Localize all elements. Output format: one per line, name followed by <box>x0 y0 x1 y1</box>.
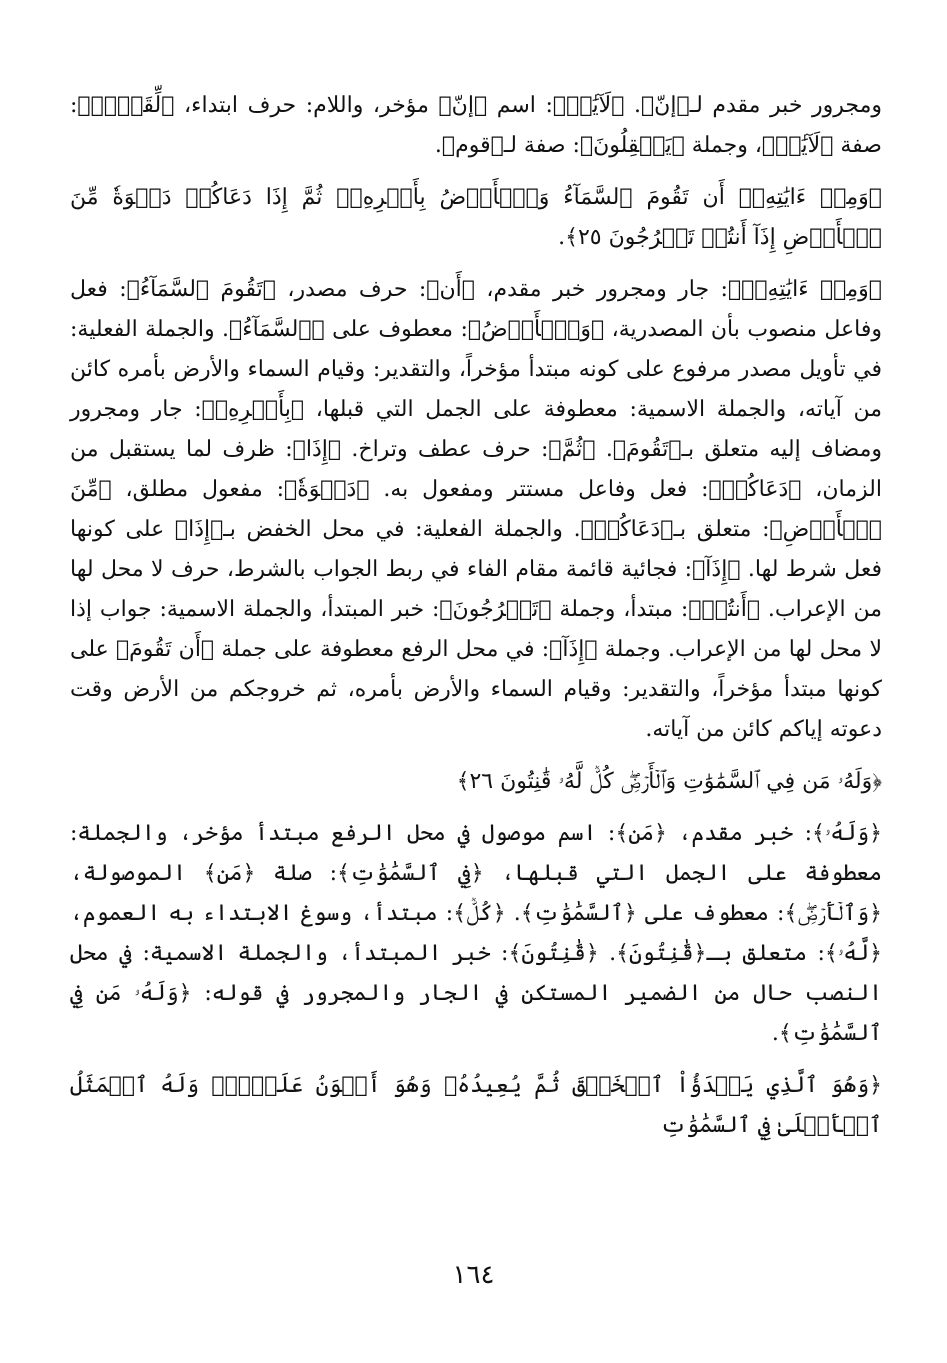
page-number: ١٦٤ <box>452 1260 495 1290</box>
paragraph-analysis-1: ومجرور خبر مقدم لـ﴿إنّ﴾. ﴿لَآيَٰتٖ﴾: اسم ﴿إنّ﴾ مؤخر، واللام: حرف ابتداء، ﴿لِّقَوۡمٖ﴾: صفة ﴿لَآيَٰتٖ﴾، وجملة ﴿يَعۡقِلُونَ﴾: صفة لـ﴿قوم﴾. <box>70 93 882 158</box>
quran-verse-25: ﴿وَمِنۡ ءَايَٰتِهِۦٓ أَن تَقُومَ ٱلسَّمَآءُ وَٱلۡأَرۡضُ بِأَمۡرِهِۦۚ ثُمَّ إِذَا دَعَاكُمۡ دَعۡوَةٗ مِّنَ ٱلۡأَرۡضِ إِذَآ أَنتُمۡ تَخۡرُجُونَ ٢٥﴾. <box>70 185 882 250</box>
page-body <box>70 86 882 1158</box>
paragraph-analysis-2: ﴿وَمِنۡ ءَايَٰتِهِۦٓ﴾: جار ومجرور خبر مقدم، ﴿أَن﴾: حرف مصدر، ﴿تَقُومَ ٱلسَّمَآءُ﴾: فعل وفاعل منصوب بأن المصدرية، ﴿وَٱلۡأَرۡضُ﴾: معطوف على ﴿ٱلسَّمَآءُ﴾. والجملة الفعلية: في تأويل مصدر مرفوع على كونه مبتدأ مؤخراً، والتقدير: وقيام السماء والأرض بأمره كائن من آياته، والجملة الاسمية: معطوفة على الجمل التي قبلها، ﴿بِأَمۡرِهِۦ﴾: جار ومجرور ومضاف إليه متعلق بـ﴿تَقُومَ﴾. ﴿ثُمَّ﴾: حرف عطف وتراخ. ﴿إِذَا﴾: ظرف لما يستقبل من الزمان، ﴿دَعَاكُمۡ﴾: فعل وفاعل مستتر ومفعول به. ﴿دَعۡوَةٗ﴾: مفعول مطلق، ﴿مِّنَ ٱلۡأَرۡضِ﴾: متعلق بـ﴿دَعَاكُمۡ﴾. والجملة الفعلية: في محل الخفض بـ﴿إِذَا﴾ على كونها فعل شرط لها. ﴿إِذَآ﴾: فجائية قائمة مقام الفاء في ربط الجواب بالشرط، حرف لا محل لها من الإعراب. ﴿أَنتُمۡ﴾: مبتدأ، وجملة ﴿تَخۡرُجُونَ﴾: خبر المبتدأ، والجملة الاسمية: جواب إذا لا محل لها من الإعراب. وجملة ﴿إِذَآ﴾: في محل الرفع معطوفة على جملة ﴿أَن تَقُومَ﴾ على كونها مبتدأ مؤخراً، والتقدير: وقيام السماء والأرض بأمره، ثم خروجكم من الأرض وقت دعوته إياكم كائن من آياته. <box>70 277 882 742</box>
paragraph-analysis-3: ﴿وَلَهُۥ﴾: خبر مقدم، ﴿مَن﴾: اسم موصول في محل الرفع مبتدأ مؤخر، والجملة: معطوفة على الجمل التي قبلها، ﴿فِي ٱلسَّمَٰوَٰتِ﴾: صلة ﴿مَن﴾ الموصولة، ﴿وَٱلۡأَرۡضِۖ﴾: معطوف على ﴿ٱلسَّمَٰوَٰتِ﴾. ﴿كُلّٞ﴾: مبتدأ، وسوغ الابتداء به العموم، ﴿لَّهُۥ﴾: متعلق بـ﴿قَٰنِتُونَ﴾. ﴿قَٰنِتُونَ﴾: خبر المبتدأ، والجملة الاسمية: في محل النصب حال من الضمير المستكن في الجار والمجرور في قوله: ﴿وَلَهُۥ مَن فِي ٱلسَّمَٰوَٰتِ﴾. <box>70 821 882 1046</box>
quran-verse-27: ﴿وَهُوَ ٱلَّذِي يَبۡدَؤُاْ ٱلۡخَلۡقَ ثُمَّ يُعِيدُهُۥ وَهُوَ أَهۡوَنُ عَلَيۡهِۚ وَلَهُ ٱلۡمَثَلُ ٱلۡأَعۡلَىٰ فِي ٱلسَّمَٰوَٰتِ <box>70 1073 882 1138</box>
quran-verse-26: ﴿وَلَهُۥ مَن فِي ٱلسَّمَٰوَٰتِ وَٱلۡأَرۡضِۖ كُلّٞ لَّهُۥ قَٰنِتُونَ ٢٦﴾ <box>456 769 882 794</box>
